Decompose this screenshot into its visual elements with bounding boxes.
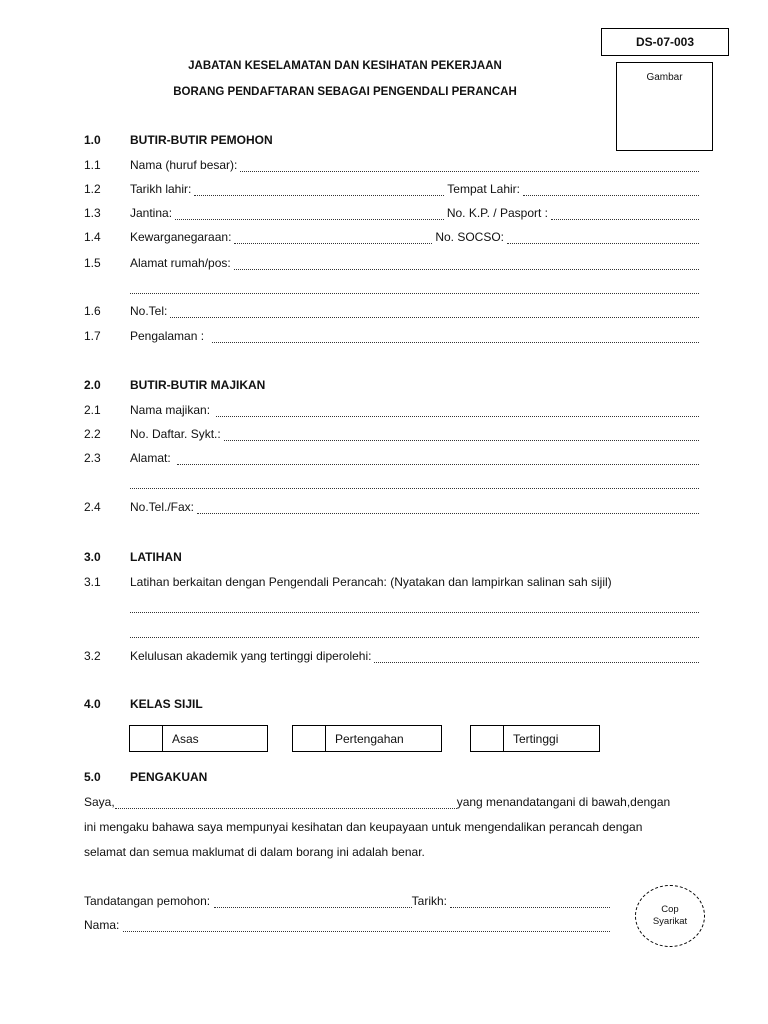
field-nama: 1.1 Nama (huruf besar): (84, 158, 702, 176)
latihan-input-1[interactable] (130, 599, 699, 613)
field-tel: 1.6 No.Tel: (84, 304, 702, 322)
section-2-heading: 2.0 BUTIR-BUTIR MAJIKAN (84, 378, 266, 392)
declaration-line1: Saya, yang menandatangani di bawah,dengan (84, 795, 671, 809)
alamat-rumah-input-2[interactable] (130, 280, 699, 294)
declaration-line2: ini mengaku bahawa saya mempunyai kesihatan dan keupayaan untuk mengendalikan perancah dengan (84, 820, 643, 834)
declaration-name-input[interactable] (115, 795, 457, 809)
tarikh-input[interactable] (450, 894, 610, 908)
nama-sign-input[interactable] (123, 918, 610, 932)
field-latihan: 3.1 Latihan berkaitan dengan Pengendali Perancah: (Nyatakan dan lampirkan salinan sah sijil) (84, 575, 612, 589)
section-5-heading: 5.0 PENGAKUAN (84, 770, 208, 784)
declaration-line3: selamat dan semua maklumat di dalam borang ini adalah benar. (84, 845, 425, 859)
field-tel-fax: 2.4 No.Tel./Fax: (84, 500, 702, 518)
kp-input[interactable] (551, 206, 699, 220)
no-daftar-input[interactable] (224, 427, 699, 441)
signature-line: Tandatangan pemohon: Tarikh: (84, 894, 610, 908)
checkbox-tertinggi-square[interactable] (471, 726, 504, 751)
checkbox-tertinggi[interactable]: Tertinggi (470, 725, 600, 752)
nama-line: Nama: (84, 918, 610, 932)
field-alamat-majikan-cont (84, 475, 702, 493)
tempat-lahir-input[interactable] (523, 182, 699, 196)
alamat-majikan-input[interactable] (177, 451, 699, 465)
field-alamat-majikan: 2.3 Alamat: (84, 451, 702, 469)
header-agency: JABATAN KESELAMATAN DAN KESIHATAN PEKERJAAN (188, 60, 502, 72)
latihan-input-2[interactable] (130, 624, 699, 638)
section-4-heading: 4.0 KELAS SIJIL (84, 697, 203, 711)
section-3-heading: 3.0 LATIHAN (84, 550, 182, 564)
kewarganegaraan-input[interactable] (234, 230, 432, 244)
checkbox-pertengahan[interactable]: Pertengahan (292, 725, 442, 752)
tel-input[interactable] (170, 304, 699, 318)
field-alamat-rumah-cont (84, 280, 702, 298)
checkbox-asas-square[interactable] (130, 726, 163, 751)
field-kelulusan: 3.2 Kelulusan akademik yang tertinggi diperolehi: (84, 649, 702, 667)
alamat-rumah-input[interactable] (234, 256, 699, 270)
kelulusan-input[interactable] (374, 649, 699, 663)
checkbox-asas[interactable]: Asas (129, 725, 268, 752)
field-pengalaman: 1.7 Pengalaman : (84, 329, 702, 347)
jantina-input[interactable] (175, 206, 444, 220)
form-title: BORANG PENDAFTARAN SEBAGAI PENGENDALI PERANCAH (173, 86, 517, 98)
field-kewarganegaraan: 1.4 Kewarganegaraan: No. SOCSO: (84, 230, 702, 248)
company-stamp-area: Cop Syarikat (635, 885, 705, 947)
photo-label: Gambar (646, 72, 683, 83)
socso-input[interactable] (507, 230, 699, 244)
field-tarikh-lahir: 1.2 Tarikh lahir: Tempat Lahir: (84, 182, 702, 200)
tel-fax-input[interactable] (197, 500, 699, 514)
field-latihan-line1 (84, 599, 702, 617)
form-code: DS-07-003 (601, 28, 729, 56)
field-nama-majikan: 2.1 Nama majikan: (84, 403, 702, 421)
field-latihan-line2 (84, 624, 702, 642)
section-1-heading: 1.0 BUTIR-BUTIR PEMOHON (84, 133, 273, 147)
nama-majikan-input[interactable] (216, 403, 699, 417)
tarikh-lahir-input[interactable] (194, 182, 444, 196)
nama-input[interactable] (240, 158, 699, 172)
alamat-majikan-input-2[interactable] (130, 475, 699, 489)
field-alamat-rumah: 1.5 Alamat rumah/pos: (84, 256, 702, 274)
signature-input[interactable] (214, 894, 412, 908)
checkbox-pertengahan-square[interactable] (293, 726, 326, 751)
pengalaman-input[interactable] (212, 329, 699, 343)
field-jantina: 1.3 Jantina: No. K.P. / Pasport : (84, 206, 702, 224)
field-no-daftar: 2.2 No. Daftar. Sykt.: (84, 427, 702, 445)
